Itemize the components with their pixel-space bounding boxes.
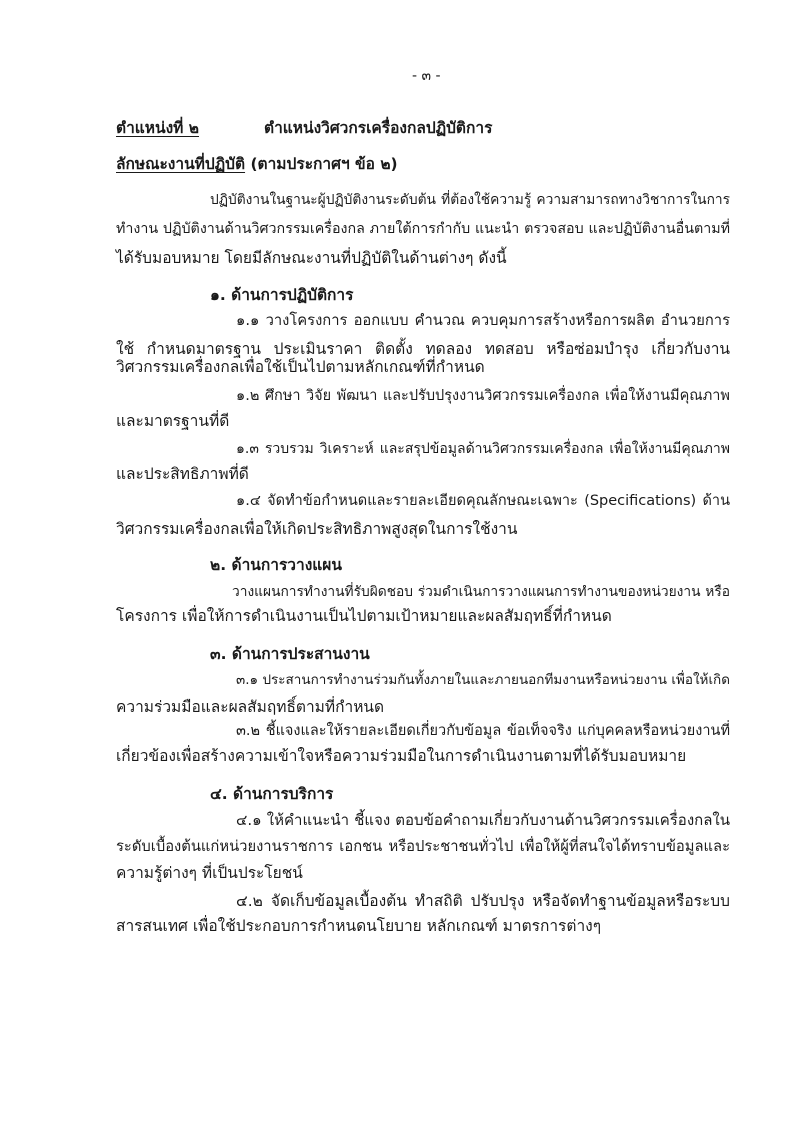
s4-line-5: สารสนเทศ เพื่อใช้ประกอบการกำหนดนโยบาย หลักเกณฑ์ มาตรการต่างๆ <box>116 917 602 935</box>
s1-line-8: ๑.๔ จัดทำข้อกำหนดและรายละเอียดคุณลักษณะเฉพาะ (Specifications) ด้าน <box>236 493 730 509</box>
s4-line-1: ๔.๑ ให้คำแนะนำ ชี้แจง ตอบข้อคำถามเกี่ยวกับงานด้านวิศวกรรมเครื่องกลใน <box>236 811 730 829</box>
job-heading-main: ลักษณะงานที่ปฏิบัติ <box>116 155 246 173</box>
intro-line-3: ได้รับมอบหมาย โดยมีลักษณะงานที่ปฏิบัติในด้านต่างๆ ดังนี้ <box>116 249 507 267</box>
s1-line-5: และมาตรฐานที่ดี <box>116 412 230 430</box>
s1-line-4: ๑.๒ ศึกษา วิจัย พัฒนา และปรับปรุงงานวิศวกรรมเครื่องกล เพื่อให้งานมีคุณภาพ <box>236 388 730 404</box>
s3-line-3: ๓.๒ ชี้แจงและให้รายละเอียดเกี่ยวกับข้อมูล ข้อเท็จจริง แก่บุคคลหรือหน่วยงานที่ <box>236 723 730 739</box>
position-title: ตำแหน่งวิศวกรเครื่องกลปฏิบัติการ <box>264 119 493 137</box>
intro-line-2: ทำงาน ปฏิบัติงานด้านวิศวกรรมเครื่องกล ภายใต้การกำกับ แนะนำ ตรวจสอบ และปฏิบัติงานอื่นตามที่ <box>116 221 730 237</box>
s4-line-2: ระดับเบื้องต้นแก่หน่วยงานราชการ เอกชน หรือประชาชนทั่วไป เพื่อให้ผู้ที่สนใจได้ทราบข้อมูลและ <box>116 838 730 855</box>
s1-line-6: ๑.๓ รวบรวม วิเคราะห์ และสรุปข้อมูลด้านวิศวกรรมเครื่องกล เพื่อให้งานมีคุณภาพ <box>236 441 730 457</box>
section-4-heading: ๔. ด้านการบริการ <box>210 785 334 803</box>
s1-line-2: ใช้ กำหนดมาตรฐาน ประเมินราคา ติดตั้ง ทดลอง ทดสอบ หรือซ่อมบำรุง เกี่ยวกับงาน <box>116 340 730 358</box>
job-heading-ref: (ตามประกาศฯ ข้อ ๒) <box>250 155 398 173</box>
s2-line-1: วางแผนการทำงานที่รับผิดชอบ ร่วมดำเนินการวางแผนการทำงานของหน่วยงาน หรือ <box>232 584 730 600</box>
s3-line-1: ๓.๑ ประสานการทำงานร่วมกันทั้งภายในและภายนอกทีมงานหรือหน่วยงาน เพื่อให้เกิด <box>236 672 730 688</box>
s3-line-2: ความร่วมมือและผลสัมฤทธิ์ตามที่กำหนด <box>116 698 385 716</box>
s1-line-9: วิศวกรรมเครื่องกลเพื่อให้เกิดประสิทธิภาพสูงสุดในการใช้งาน <box>116 520 518 538</box>
page-number: - ๓ - <box>412 68 441 84</box>
section-2-heading: ๒. ด้านการวางแผน <box>210 556 342 574</box>
intro-line-1: ปฏิบัติงานในฐานะผู้ปฏิบัติงานระดับต้น ที่ต้องใช้ความรู้ ความสามารถทางวิชาการในการ <box>210 192 730 208</box>
s4-line-3: ความรู้ต่างๆ ที่เป็นประโยชน์ <box>116 864 303 882</box>
s2-line-2: โครงการ เพื่อให้การดำเนินงานเป็นไปตามเป้าหมายและผลสัมฤทธิ์ที่กำหนด <box>116 607 612 625</box>
s4-line-4: ๔.๒ จัดเก็บข้อมูลเบื้องต้น ทำสถิติ ปรับปรุง หรือจัดทำฐานข้อมูลหรือระบบ <box>236 892 730 910</box>
s1-line-7: และประสิทธิภาพที่ดี <box>116 465 249 483</box>
s1-line-1: ๑.๑ วางโครงการ ออกแบบ คำนวณ ควบคุมการสร้างหรือการผลิต อำนวยการ <box>236 312 730 329</box>
s3-line-4: เกี่ยวข้องเพื่อสร้างความเข้าใจหรือความร่วมมือในการดำเนินงานตามที่ได้รับมอบหมาย <box>116 747 687 765</box>
s1-line-3: วิศวกรรมเครื่องกลเพื่อใช้เป็นไปตามหลักเกณฑ์ที่กำหนด <box>116 358 485 376</box>
section-3-heading: ๓. ด้านการประสานงาน <box>210 645 370 663</box>
job-heading <box>116 154 398 174</box>
position-label: ตำแหน่งที่ ๒ <box>116 119 199 137</box>
section-1-heading: ๑. ด้านการปฏิบัติการ <box>210 286 354 304</box>
